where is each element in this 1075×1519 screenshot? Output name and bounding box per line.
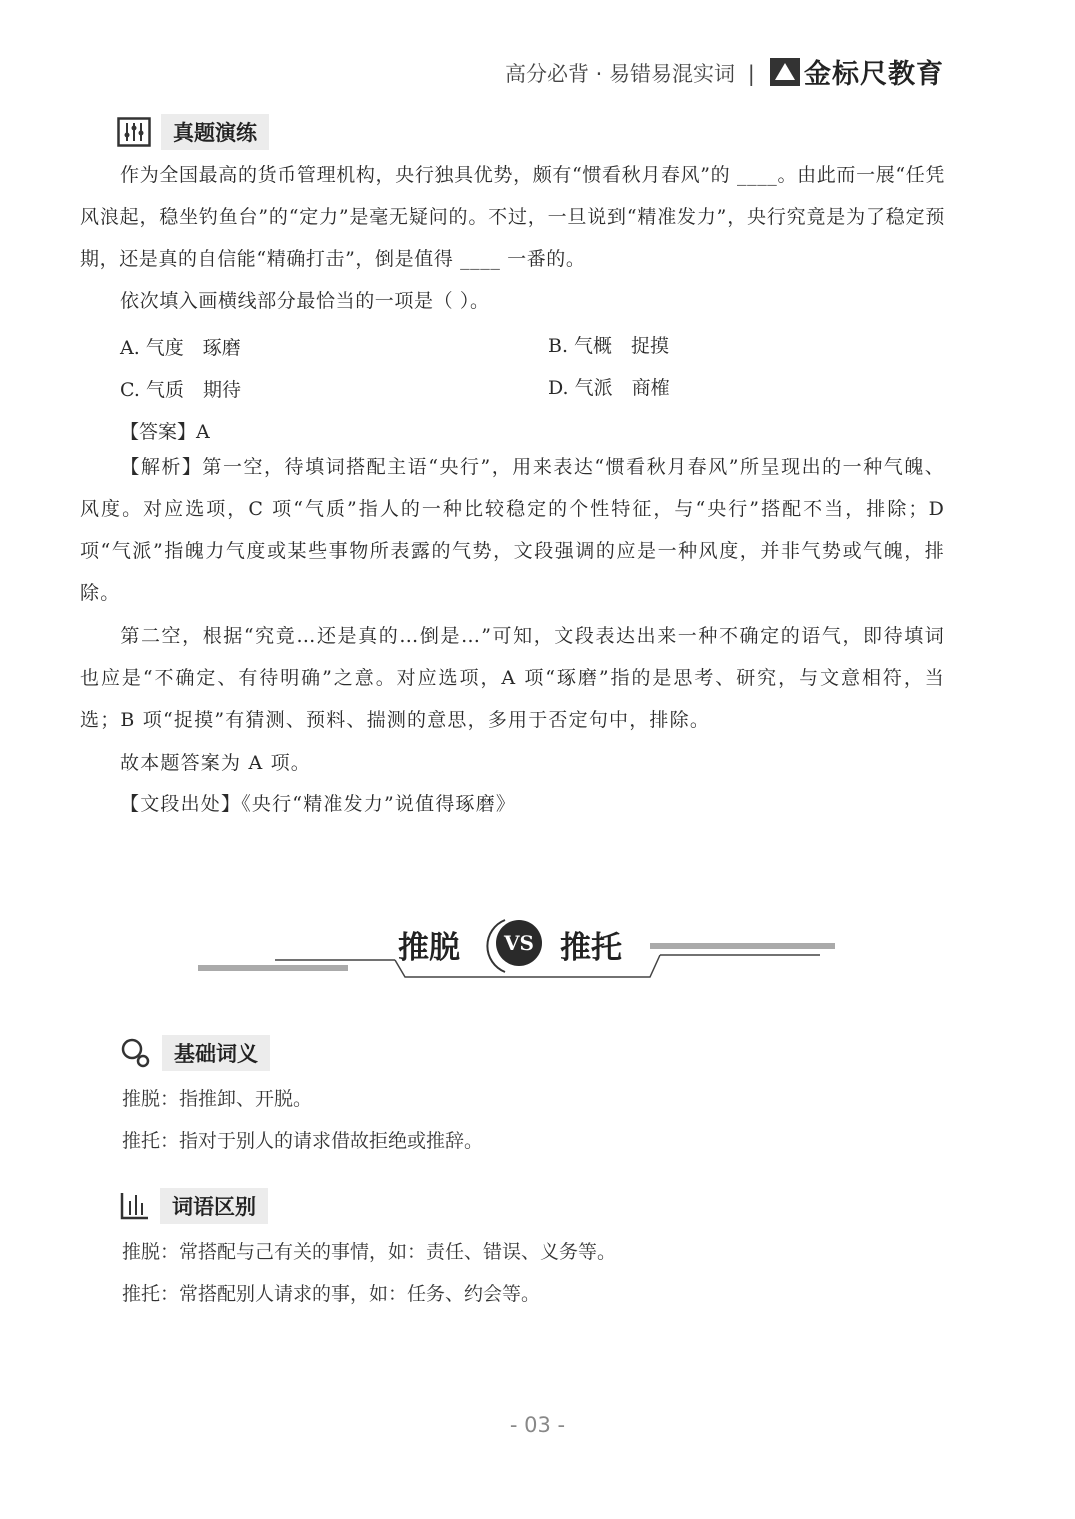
source: 【文段出处】《央行“精准发力”说值得琢磨》 — [120, 793, 517, 815]
question-prompt: 依次填入画横线部分最恰当的一项是（ ）。 — [120, 290, 490, 312]
answer: 【答案】A — [120, 421, 210, 443]
definition-item: 推托：指对于别人的请求借故拒绝或推辞。 — [122, 1130, 484, 1152]
vs-badge: VS — [496, 920, 542, 966]
section-label: 真题演练 — [161, 114, 269, 150]
pyramid-logo-icon — [770, 58, 800, 86]
question-text — [80, 154, 945, 280]
section-label: 词语区别 — [160, 1188, 268, 1224]
brand-logo — [770, 52, 944, 91]
page-number: - 03 - — [509, 1413, 566, 1437]
book-series-title: 高分必背 · 易错易混实词 — [505, 62, 736, 86]
difference-item: 推脱：常搭配与己有关的事情，如：责任、错误、义务等。 — [122, 1241, 617, 1263]
section-label: 基础词义 — [162, 1035, 270, 1071]
equalizer-icon — [117, 117, 151, 147]
option-c: C. 气质 期待 — [120, 379, 241, 401]
question-body: 作为全国最高的货币管理机构，央行独具优势，颇有“惯看秋月春风”的 ____。由此而一展“任凭风浪起，稳坐钓鱼台”的“定力”是毫无疑问的。不过，一旦说到“精准发力”，央行究竟是为了稳定预期，还是真的自信能“精确打击”，倒是值得 ____ 一番的。 — [80, 164, 945, 270]
section-heading-practice — [117, 114, 269, 150]
analysis-text: 第二空，根据“究竟…还是真的…倒是…”可知，文段表达出来一种不确定的语气，即待填词也应是“不确定、有待明确”之意。对应选项，A 项“琢磨”指的是思考、研究，与文意相符，当选；B 项“捉摸”有猜测、预料、揣测的意思，多用于否定句中，排除。 — [80, 625, 945, 731]
conclusion: 故本题答案为 A 项。 — [120, 752, 312, 774]
section-heading-difference — [120, 1188, 268, 1224]
analysis-text: 【解析】第一空，待填词搭配主语“央行”，用来表达“惯看秋月春风”所呈现出的一种气魄、风度。对应选项，C 项“气质”指人的一种比较稳定的个性特征，与“央行”搭配不当，排除；D 项“气派”指魄力气度或某些事物所表露的气势，文段强调的应是一种风度，并非气势或气魄，排除。 — [80, 456, 945, 604]
word-a-title: 推脱 — [398, 930, 460, 966]
option-d: D. 气派 商榷 — [548, 377, 670, 399]
brand-name: 金标尺教育 — [804, 59, 944, 90]
analysis-paragraph-1 — [80, 446, 945, 614]
section-heading-basic-meaning — [120, 1035, 270, 1071]
analysis-paragraph-2 — [80, 615, 945, 741]
bar-chart-icon — [120, 1191, 150, 1221]
running-header — [505, 58, 761, 88]
word-b-title: 推托 — [560, 930, 622, 966]
definition-item: 推脱：指推卸、开脱。 — [122, 1088, 313, 1110]
difference-item: 推托：常搭配别人请求的事，如：任务、约会等。 — [122, 1283, 541, 1305]
option-a: A. 气度 琢磨 — [120, 337, 241, 359]
header-separator: | — [747, 62, 755, 86]
magnifier-icon — [120, 1037, 152, 1069]
option-b: B. 气概 捉摸 — [548, 335, 670, 357]
